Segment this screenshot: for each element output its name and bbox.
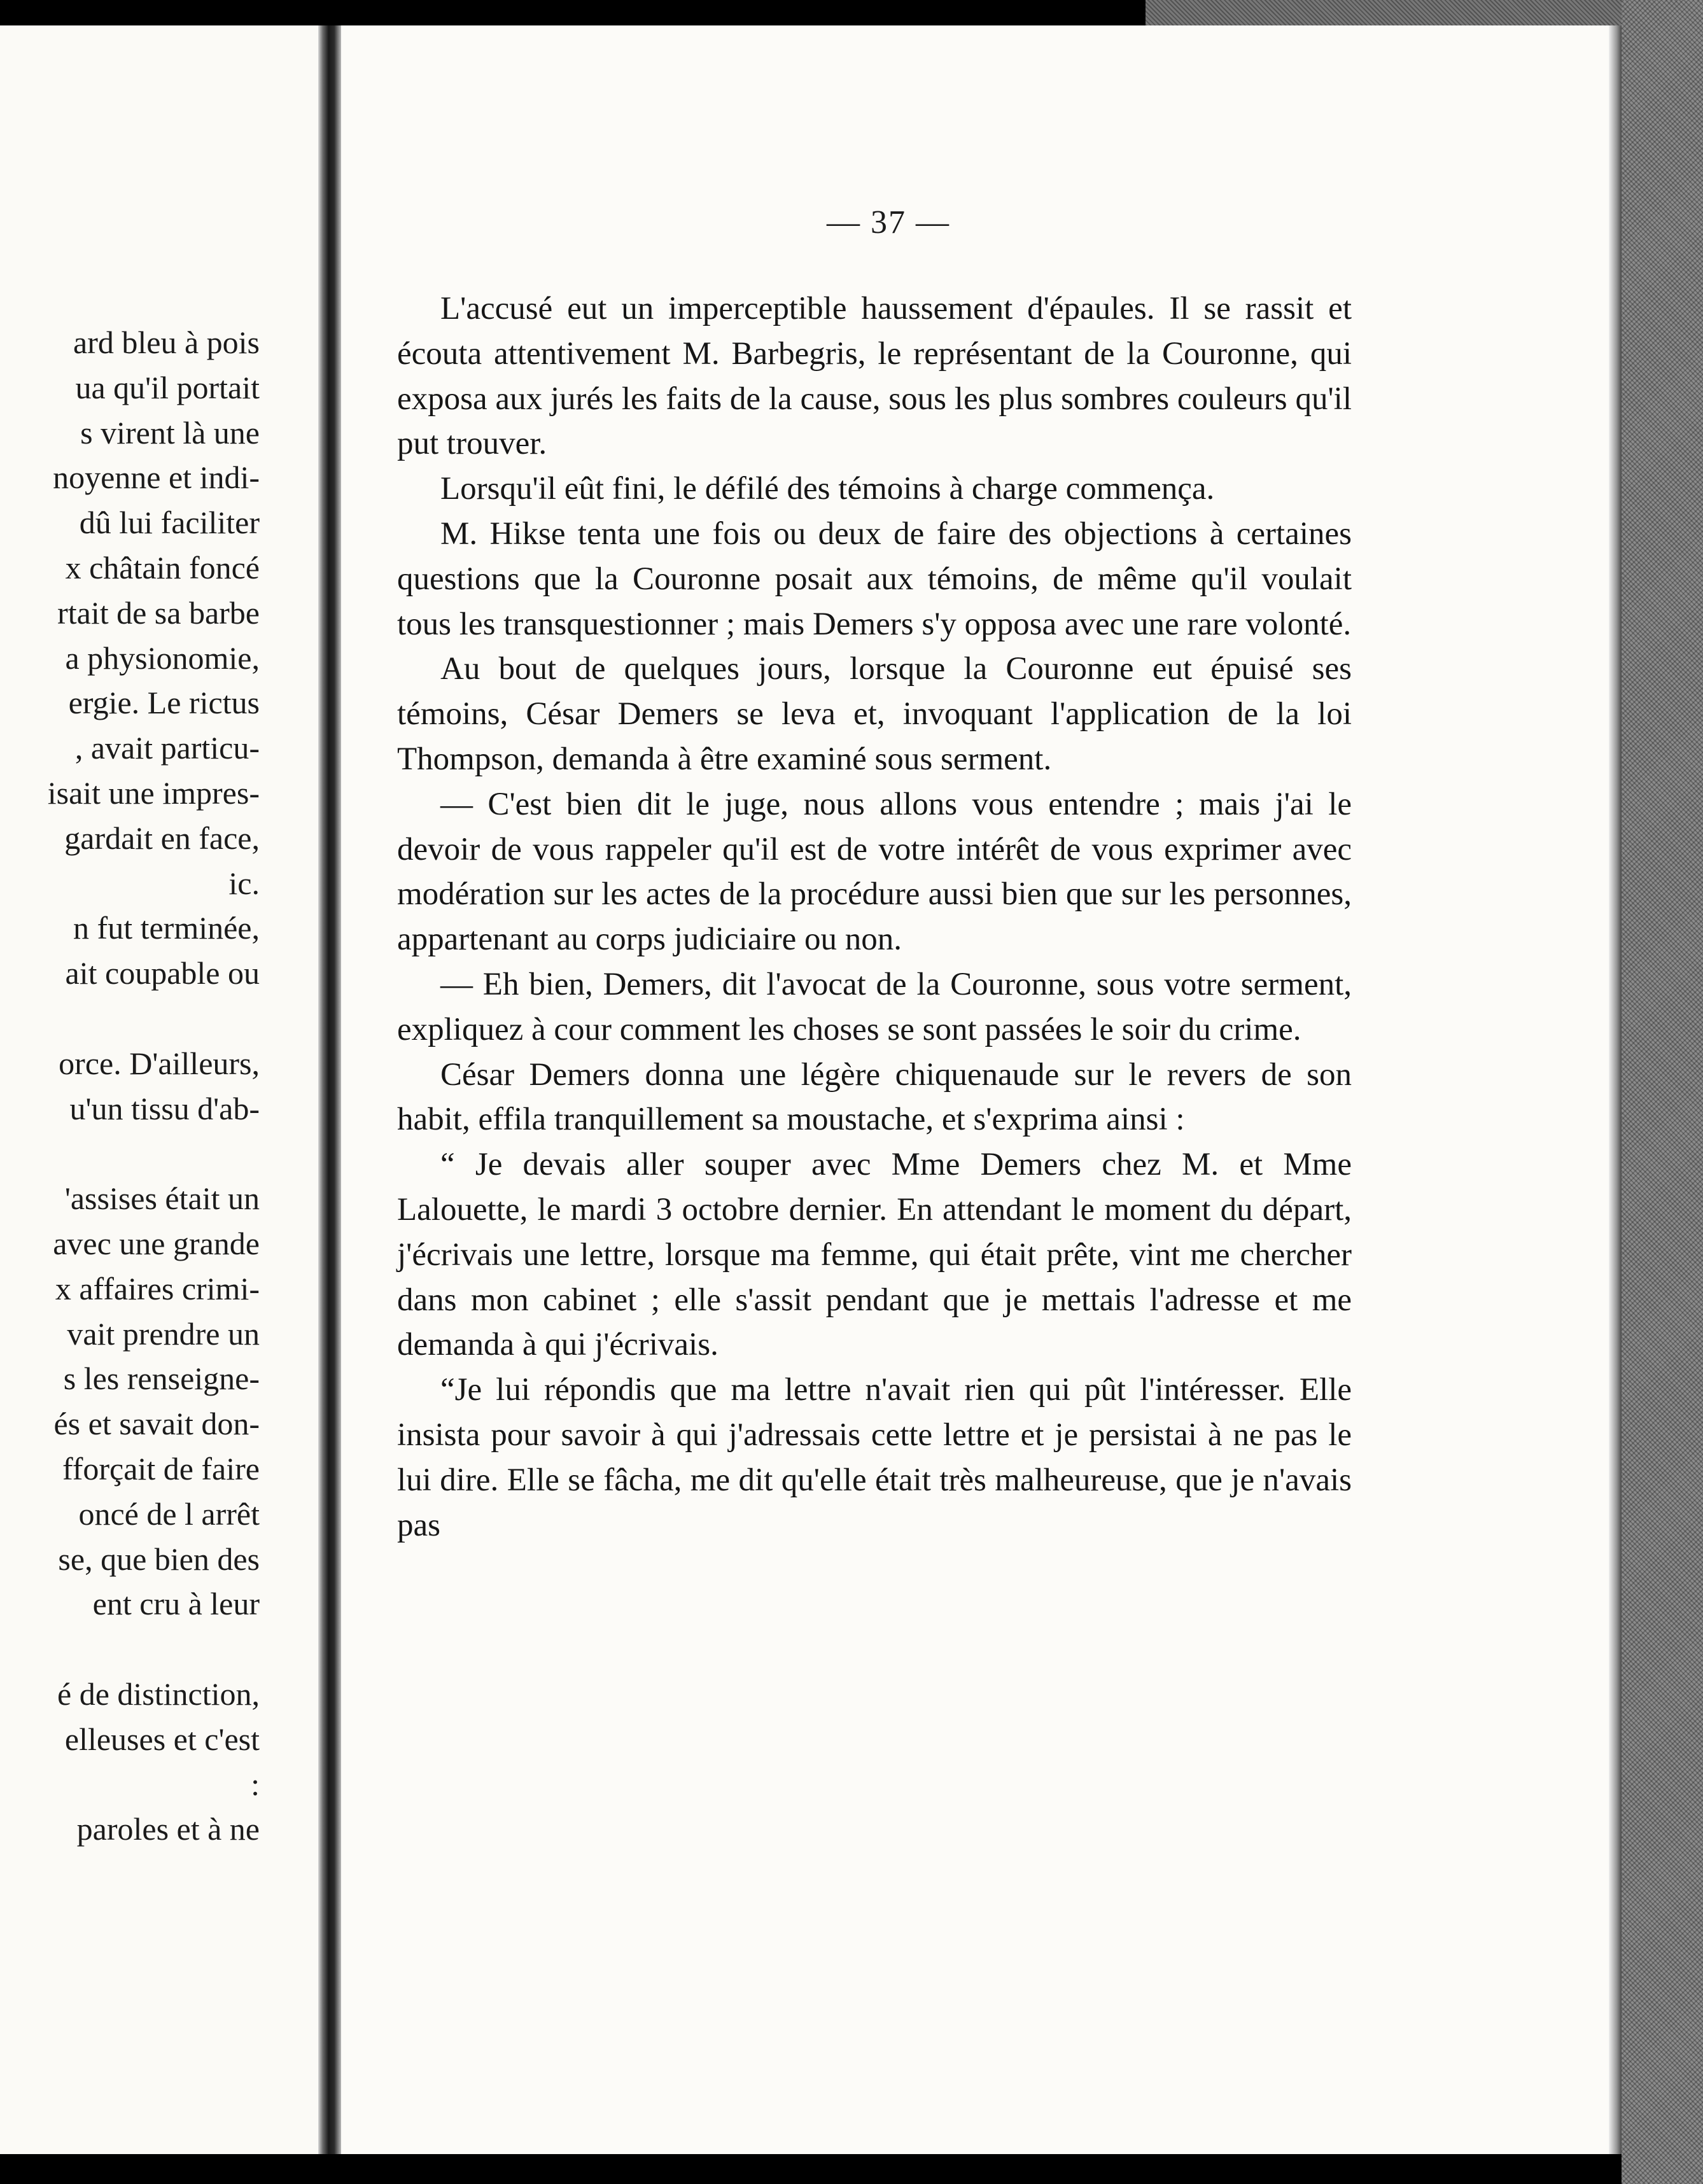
paragraph: — Eh bien, Demers, dit l'avocat de la Couronne, sous votre serment, expliquez à cour comment les choses se sont passées le soir du crime. [397, 966, 1352, 1047]
left-line: avec une grande [53, 1225, 260, 1261]
left-line: ergie. Le rictus [68, 685, 260, 721]
page-number: — 37 — [827, 204, 950, 241]
book-cover-top-edge [1146, 0, 1703, 25]
left-line: ard bleu à pois [73, 325, 260, 360]
left-line: ic. [228, 865, 260, 901]
left-line: : [251, 1766, 260, 1802]
paragraph: “Je lui répondis que ma lettre n'avait rien qui pût l'intéresser. Elle insista pour savoir à qui j'adressais cette lettre et je persistai à ne pas le lui dire. Elle se fâcha, me dit qu'elle était très malheureuse, que je n'avais pas [397, 1372, 1352, 1543]
left-line: ua qu'il portait [75, 369, 260, 405]
left-line: x affaires crimi- [55, 1270, 260, 1306]
paragraph: M. Hikse tenta une fois ou deux de faire des objections à certaines questions que la Couronne posait aux témoins, de même qu'il voulait tous les transquestionner ; mais Demers s'y opposa avec une rare volonté. [397, 515, 1352, 642]
left-page-text [0, 320, 318, 1852]
left-line: ent cru à leur [92, 1586, 260, 1622]
left-line: dû lui faciliter [79, 505, 260, 541]
left-line: a physionomie, [65, 640, 260, 676]
paragraph: Au bout de quelques jours, lorsque la Couronne eut épuisé ses témoins, César Demers se leva et, invoquant l'application de la loi Thompson, demanda à être examiné sous serment. [397, 651, 1352, 777]
book-cover-cloth [1622, 0, 1703, 2184]
right-page [341, 25, 1609, 2154]
left-line: s virent là une [80, 414, 260, 451]
page-edge [1609, 25, 1622, 2154]
paragraph: Lorsqu'il eût fini, le défilé des témoins à charge commença. [440, 471, 1215, 507]
left-line-blank [0, 1131, 260, 1176]
left-line: , avait particu- [74, 730, 260, 766]
book-gutter [318, 25, 341, 2154]
paragraph: “ Je devais aller souper avec Mme Demers chez M. et Mme Lalouette, le mardi 3 octobre dernier. En attendant le moment du départ, j'écrivais une lettre, lorsque ma femme, qui était prête, vint me chercher dans mon cabinet ; elle s'assit pendant que je mettais l'adresse et me demanda à qui j'écrivais. [397, 1147, 1352, 1363]
left-line: x châtain foncé [65, 549, 260, 585]
left-line: paroles et à ne [76, 1811, 260, 1847]
left-line-blank [0, 1627, 260, 1672]
left-line: oncé de l arrêt [78, 1495, 260, 1532]
left-line: gardait en face, [64, 820, 260, 856]
left-line: és et savait don- [53, 1406, 260, 1442]
paragraph: César Demers donna une légère chiquenaude sur le revers de son habit, effila tranquillement sa moustache, et s'exprima ainsi : [397, 1056, 1352, 1138]
left-line: se, que bien des [58, 1541, 260, 1577]
paragraph: — C'est bien dit le juge, nous allons vous entendre ; mais j'ai le devoir de vous rappeler qu'il est de votre intérêt de vous exprimer avec modération sur les actes de la procédure aussi bien que sur les personnes, appartenant au corps judiciaire ou non. [397, 786, 1352, 958]
body-text [397, 286, 1352, 1548]
left-line: isait une impres- [47, 774, 260, 811]
paragraph: L'accusé eut un imperceptible haussement d'épaules. Il se rassit et écouta attentivement M. Barbegris, le représentant de la Couronne, qui exposa aux jurés les faits de la cause, sous les plus sombres couleurs qu'il put trouver. [397, 291, 1352, 462]
left-line: rtait de sa barbe [57, 594, 260, 631]
left-page [0, 25, 318, 2154]
left-line: fforçait de faire [62, 1450, 260, 1487]
left-line: n fut terminée, [73, 910, 260, 946]
left-line-blank [0, 996, 260, 1041]
left-line: elleuses et c'est [64, 1721, 260, 1757]
left-line: orce. D'ailleurs, [59, 1045, 260, 1081]
left-line: 'assises était un [64, 1180, 260, 1217]
left-line: ait coupable ou [65, 955, 260, 991]
left-line: u'un tissu d'ab- [69, 1090, 260, 1126]
left-line: vait prendre un [67, 1315, 260, 1352]
left-line: s les renseigne- [63, 1361, 260, 1397]
left-line: noyenne et indi- [53, 459, 260, 496]
left-line: é de distinction, [57, 1676, 260, 1712]
